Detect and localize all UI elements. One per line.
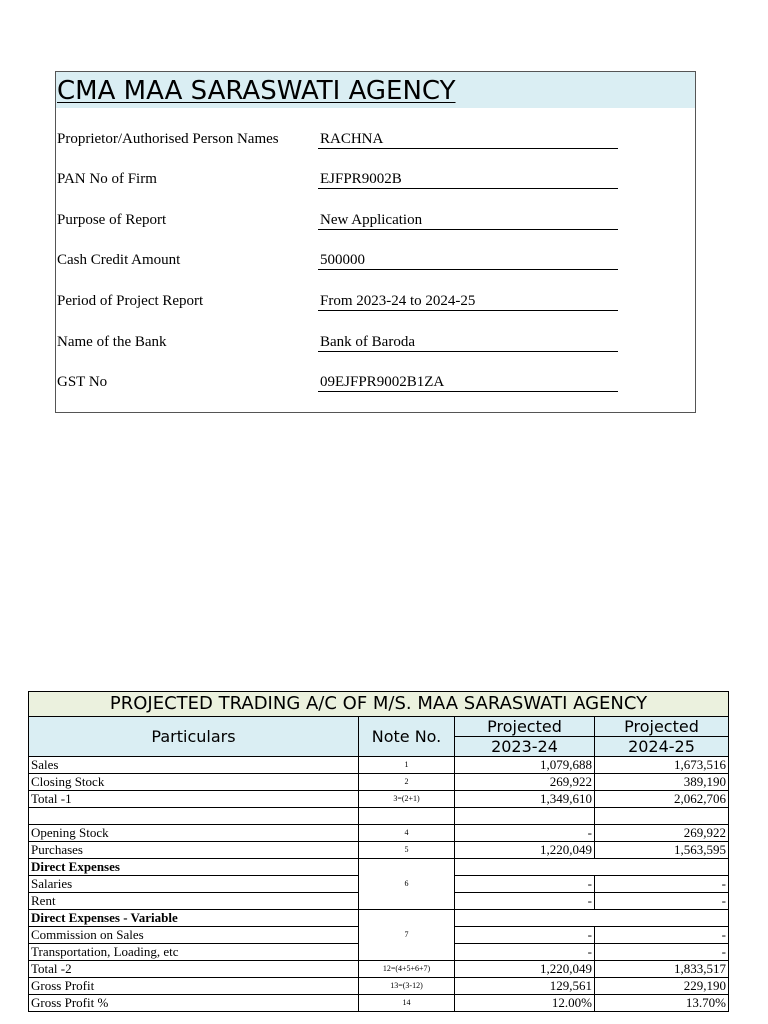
info-label: GST No: [57, 374, 108, 390]
note-number: 4: [359, 825, 455, 842]
row-label: Rent: [29, 893, 359, 910]
value-year1: -: [455, 944, 595, 961]
table-row-blank: [29, 808, 729, 825]
value-year1: 12.00%: [455, 995, 595, 1012]
row-label: Total -1: [29, 791, 359, 808]
report-info-box: [55, 71, 696, 413]
value-year2: 13.70%: [595, 995, 729, 1012]
info-label: Name of the Bank: [57, 334, 167, 350]
table-row-direct-expenses-variable: [29, 910, 729, 927]
trading-account-table: [28, 691, 729, 1012]
info-value: Bank of Baroda: [318, 334, 618, 352]
blank-cell: [455, 910, 729, 927]
projected-header-year1: Projected: [455, 717, 595, 737]
row-label: Gross Profit: [29, 978, 359, 995]
info-label: PAN No of Firm: [57, 171, 157, 187]
note-number: 14: [359, 995, 455, 1012]
value-year2: 269,922: [595, 825, 729, 842]
row-label: Total -2: [29, 961, 359, 978]
value-year2: 1,563,595: [595, 842, 729, 859]
blank-cell: [359, 808, 455, 825]
info-value: From 2023-24 to 2024-25: [318, 293, 618, 311]
note-no-header: Note No.: [359, 717, 455, 757]
info-row-pan: [56, 171, 695, 191]
info-row-gst: [56, 374, 695, 394]
row-label: Gross Profit %: [29, 995, 359, 1012]
table-row-purchases: [29, 842, 729, 859]
blank-cell: [455, 808, 595, 825]
table-row-direct-expenses: [29, 859, 729, 876]
value-year1: 269,922: [455, 774, 595, 791]
row-label: Sales: [29, 757, 359, 774]
report-title: [56, 72, 695, 108]
table-row-gross-profit: [29, 978, 729, 995]
table-row-gross-profit-pct: [29, 995, 729, 1012]
info-row-cash-credit: [56, 252, 695, 272]
info-label: Purpose of Report: [57, 212, 167, 228]
info-value: 09EJFPR9002B1ZA: [318, 374, 618, 392]
row-label: Closing Stock: [29, 774, 359, 791]
info-row-proprietor: [56, 131, 695, 151]
value-year2: -: [595, 876, 729, 893]
value-year2: 1,673,516: [595, 757, 729, 774]
section-heading: Direct Expenses - Variable: [29, 910, 359, 927]
table-row-opening-stock: [29, 825, 729, 842]
row-label: Purchases: [29, 842, 359, 859]
note-number: 5: [359, 842, 455, 859]
note-number: 12=(4+5+6+7): [359, 961, 455, 978]
info-row-bank: [56, 334, 695, 354]
note-number: 6: [359, 859, 455, 910]
value-year1: 1,349,610: [455, 791, 595, 808]
blank-cell: [455, 859, 729, 876]
value-year2: 1,833,517: [595, 961, 729, 978]
note-number: 2: [359, 774, 455, 791]
info-value: EJFPR9002B: [318, 171, 618, 189]
report-title-text: CMA MAA SARASWATI AGENCY: [57, 76, 456, 106]
table-row-total-2: [29, 961, 729, 978]
note-number: 1: [359, 757, 455, 774]
value-year1: 1,220,049: [455, 961, 595, 978]
value-year1: -: [455, 876, 595, 893]
year2-header: 2024-25: [595, 737, 729, 757]
note-number: 7: [359, 910, 455, 961]
table-row-total-1: [29, 791, 729, 808]
blank-cell: [29, 808, 359, 825]
blank-cell: [595, 808, 729, 825]
info-row-period: [56, 293, 695, 313]
year1-header: 2023-24: [455, 737, 595, 757]
row-label: Transportation, Loading, etc: [29, 944, 359, 961]
info-row-purpose: [56, 212, 695, 232]
row-label: Salaries: [29, 876, 359, 893]
info-value: New Application: [318, 212, 618, 230]
projected-header-year2: Projected: [595, 717, 729, 737]
table-row-closing-stock: [29, 774, 729, 791]
table-row-sales: [29, 757, 729, 774]
info-label: Period of Project Report: [57, 293, 204, 309]
value-year1: -: [455, 825, 595, 842]
value-year1: 1,079,688: [455, 757, 595, 774]
value-year1: 129,561: [455, 978, 595, 995]
value-year1: 1,220,049: [455, 842, 595, 859]
info-value: 500000: [318, 252, 618, 270]
row-label: Opening Stock: [29, 825, 359, 842]
particulars-header: Particulars: [29, 717, 359, 757]
value-year2: 389,190: [595, 774, 729, 791]
info-label: Proprietor/Authorised Person Names: [57, 131, 279, 147]
value-year1: -: [455, 893, 595, 910]
value-year2: -: [595, 893, 729, 910]
value-year2: -: [595, 944, 729, 961]
info-label: Cash Credit Amount: [57, 252, 181, 268]
value-year2: -: [595, 927, 729, 944]
value-year2: 2,062,706: [595, 791, 729, 808]
row-label: Commission on Sales: [29, 927, 359, 944]
trading-table-title: PROJECTED TRADING A/C OF M/S. MAA SARASWATI AGENCY: [29, 692, 729, 717]
value-year2: 229,190: [595, 978, 729, 995]
section-heading: Direct Expenses: [29, 859, 359, 876]
value-year1: -: [455, 927, 595, 944]
info-value: RACHNA: [318, 131, 618, 149]
note-number: 3=(2+1): [359, 791, 455, 808]
note-number: 13=(3-12): [359, 978, 455, 995]
